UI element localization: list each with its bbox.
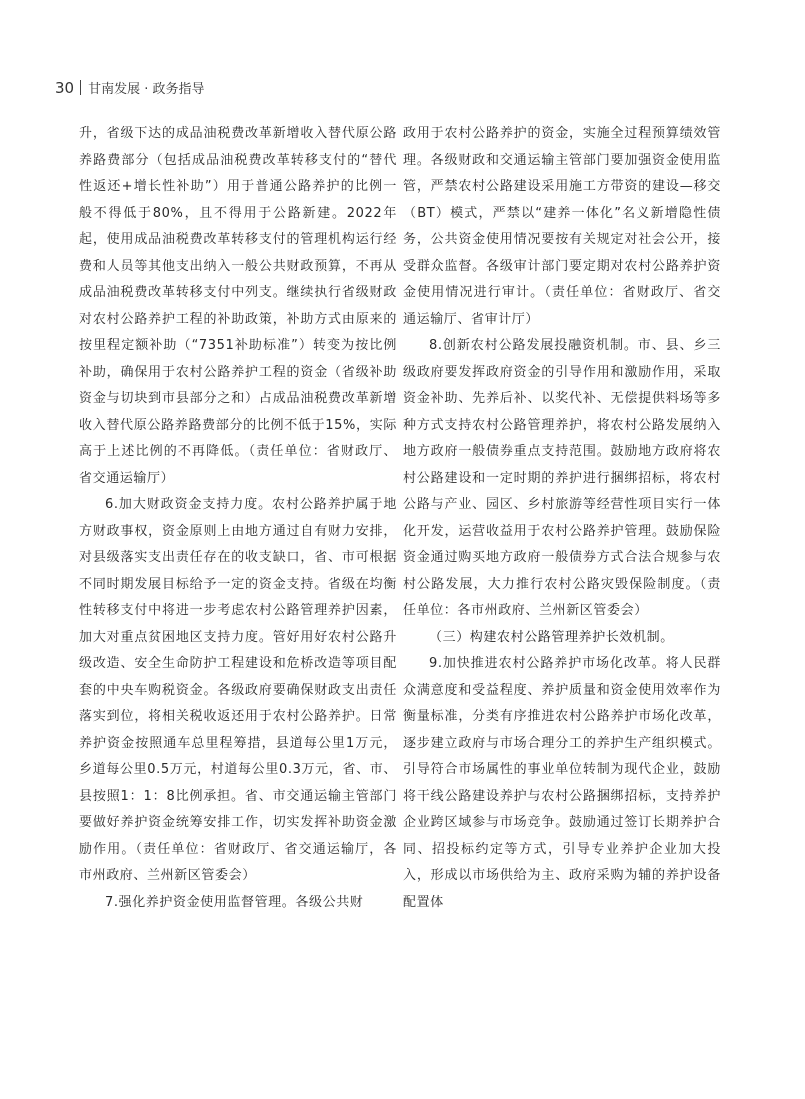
header-divider xyxy=(80,80,81,95)
paragraph: 7.强化养护资金使用监督管理。各级公共财 xyxy=(105,894,364,910)
right-column xyxy=(403,121,721,916)
paragraph: 9.加快推进农村公路养护市场化改革。将人民群众满意度和受益程度、养护质量和资金使用效率作为衡量标准，分类有序推进农村公路养护市场化改革，逐步建立政府与市场合理分工的养护生产组织模式。引导符合市场属性的事业单位转制为现代企业，鼓励将干线公路建设养护与农村公路捆绑招标，支持养护企业跨区域参与市场竞争。鼓励通过签订长期养护合同、招投标约定等方式，引导专业养护企业加大投入，形成以市场供给为主、政府采购为辅的养护设备配置体 xyxy=(403,656,721,910)
paragraph: 6.加大财政资金支持力度。农村公路养护属于地方财政事权，资金原则上由地方通过自有财力安排，对县级落实支出责任存在的收支缺口，省、市可根据不同时期发展目标给予一定的资金支持。省级在均衡性转移支付中将进一步考虑农村公路管理养护因素，加大对重点贫困地区支持力度。管好用好农村公路升级改造、安全生命防护工程建设和危桥改造等项目配套的中央车购税资金。各级政府要确保财政支出责任落实到位，将相关税收返还用于农村公路养护。日常养护资金按照通车总里程筹措，县道每公里1万元，乡道每公里0.5万元，村道每公里0.3万元，省、市、县按照1：1：8比例承担。省、市交通运输主管部门要做好养护资金统筹安排工作，切实发挥补助资金激励作用。（责任单位：省财政厅、省交通运输厅，各市州政府、兰州新区管委会） xyxy=(79,497,397,883)
paragraph: 政用于农村公路养护的资金，实施全过程预算绩效管理。各级财政和交通运输主管部门要加强资金使用监管，严禁农村公路建设采用施工方带资的建设—移交（BT）模式，严禁以“建养一体化”名义新增隐性债务，公共资金使用情况要按有关规定对社会公开，接受群众监督。各级审计部门要定期对农村公路养护资金使用情况进行审计。（责任单位：省财政厅、省交通运输厅、省审计厅） xyxy=(403,126,721,327)
page-number: 30 xyxy=(55,78,75,97)
left-column xyxy=(79,121,397,916)
section-heading: （三）构建农村公路管理养护长效机制。 xyxy=(429,629,674,645)
paragraph: 升，省级下达的成品油税费改革新增收入替代原公路养路费部分（包括成品油税费改革转移支付的“替代性返还+增长性补助”）用于普通公路养护的比例一般不得低于80%，且不得用于公路新建。2022年起，使用成品油税费改革转移支付的管理机构运行经费和人员等其他支出纳入一般公共财政预算，不再从成品油税费改革转移支付中列支。继续执行省级财政对农村公路养护工程的补助政策，补助方式由原来的按里程定额补助（“7351补助标准”）转变为按比例补助，确保用于农村公路养护工程的资金（省级补助资金与切块到市县部分之和）占成品油税费改革新增收入替代原公路养路费部分的比例不低于15%，实际高于上述比例的不再降低。（责任单位：省财政厅、省交通运输厅） xyxy=(79,126,397,486)
page-header xyxy=(55,78,205,97)
section-title: 甘南发展 · 政务指导 xyxy=(88,82,205,97)
paragraph: 8.创新农村公路发展投融资机制。市、县、乡三级政府要发挥政府资金的引导作用和激励作用，采取资金补助、先养后补、以奖代补、无偿提供料场等多种方式支持农村公路管理养护，将农村公路发展纳入地方政府一般债券重点支持范围。鼓励地方政府将农村公路建设和一定时期的养护进行捆绑招标，将农村公路与产业、园区、乡村旅游等经营性项目实行一体化开发，运营收益用于农村公路养护管理。鼓励保险资金通过购买地方政府一般债券方式合法合规参与农村公路发展，大力推行农村公路灾毁保险制度。（责任单位：各市州政府、兰州新区管委会） xyxy=(403,338,721,618)
